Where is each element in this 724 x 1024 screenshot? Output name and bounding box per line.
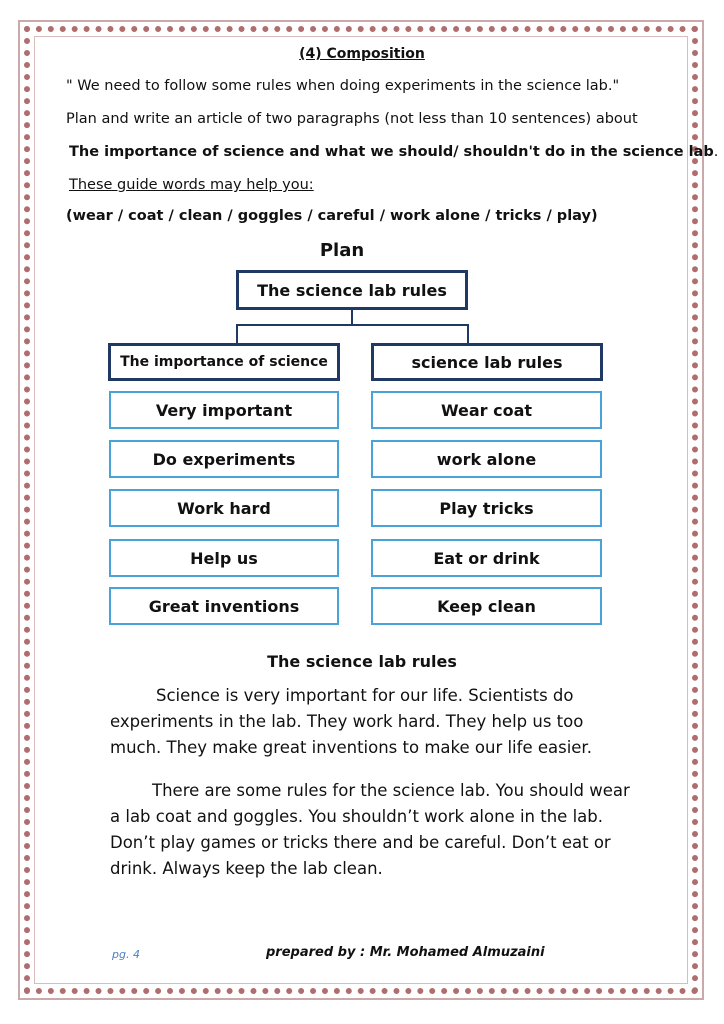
guide-intro: These guide words may help you: xyxy=(69,177,314,193)
plan-left-item-label: Great inventions xyxy=(148,596,300,616)
connector-root-stem xyxy=(351,310,353,325)
plan-root-box xyxy=(236,270,468,310)
section-heading: (4) Composition xyxy=(299,46,425,62)
connector-left-drop xyxy=(236,324,238,344)
plan-heading: Plan xyxy=(319,240,365,261)
plan-left-item-label: Help us xyxy=(190,548,258,568)
plan-right-item-label: Wear coat xyxy=(440,400,533,420)
essay-title: The science lab rules xyxy=(267,652,457,671)
plan-root-label: The science lab rules xyxy=(257,280,447,300)
plan-left-item xyxy=(109,489,339,527)
plan-right-item xyxy=(371,489,602,527)
plan-left-item-label: Very important xyxy=(155,400,293,420)
essay-paragraph-2 xyxy=(110,778,630,882)
plan-right-item-label: Eat or drink xyxy=(433,548,540,568)
plan-right-item xyxy=(371,587,602,625)
plan-left-head-box xyxy=(108,343,340,381)
plan-right-item-label: work alone xyxy=(436,449,537,469)
essay-paragraph-1-text: Science is very important for our life. Scientists do experiments in the lab. They work hard. They help us too much. They make great inventions to make our life easier. xyxy=(110,686,592,757)
guide-words: (wear / coat / clean / goggles / careful / work alone / tricks / play) xyxy=(66,208,598,224)
plan-right-item-label: Play tricks xyxy=(439,498,534,518)
plan-right-head-box xyxy=(371,343,603,381)
plan-right-head-label: science lab rules xyxy=(411,352,563,372)
plan-right-item xyxy=(371,440,602,478)
topic-line xyxy=(69,144,718,160)
plan-left-item-label: Do experiments xyxy=(152,449,296,469)
plan-left-item xyxy=(109,440,339,478)
topic-period: . xyxy=(713,144,719,160)
plan-right-item-label: Keep clean xyxy=(437,596,536,616)
essay-paragraph-1 xyxy=(110,683,630,761)
connector-right-drop xyxy=(467,324,469,344)
plan-left-item xyxy=(109,391,339,429)
plan-left-head-label: The importance of science xyxy=(120,354,328,370)
page-number: pg. 4 xyxy=(112,948,140,961)
plan-left-item-label: Work hard xyxy=(177,498,271,518)
essay-paragraph-2-text: There are some rules for the science lab. You should wear a lab coat and goggles. You shouldn’t work alone in the lab. Don’t play games or tricks there and be careful. Don’t eat or drink. Always keep the lab clean. xyxy=(110,781,630,878)
plan-left-item xyxy=(109,539,339,577)
connector-crossbar xyxy=(236,324,469,326)
author-credit: prepared by : Mr. Mohamed Almuzaini xyxy=(266,945,545,960)
instruction-line: Plan and write an article of two paragraphs (not less than 10 sentences) about xyxy=(66,111,638,127)
plan-left-item xyxy=(109,587,339,625)
quote-line: " We need to follow some rules when doing experiments in the science lab." xyxy=(66,78,620,94)
topic-text: The importance of science and what we should/ shouldn't do in the science lab xyxy=(69,144,714,160)
plan-right-item xyxy=(371,539,602,577)
plan-right-item xyxy=(371,391,602,429)
